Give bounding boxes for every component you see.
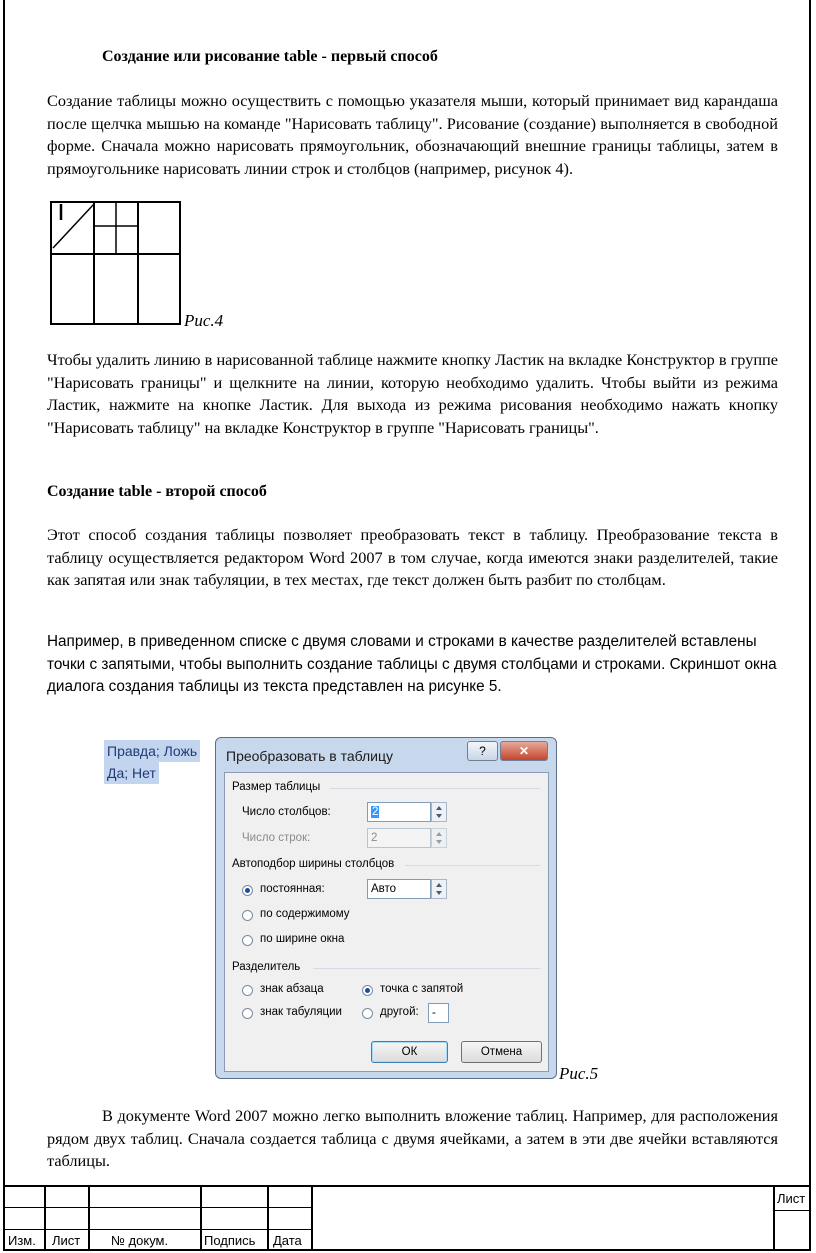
- group-divider: [313, 968, 540, 969]
- stamp-divider: [773, 1187, 775, 1251]
- stamp-row-line: [773, 1210, 809, 1211]
- rows-input: 2: [367, 828, 431, 848]
- group-divider: [405, 865, 540, 866]
- stamp-divider: [200, 1187, 202, 1251]
- fixed-width-radio[interactable]: [242, 885, 253, 896]
- other-label: другой:: [380, 1006, 419, 1018]
- fixed-width-input[interactable]: Авто: [367, 879, 431, 899]
- paragraph-mark-label: знак абзаца: [260, 983, 324, 995]
- dialog-title: Преобразовать в таблицу: [226, 748, 394, 764]
- title-block-stamp: [3, 1185, 811, 1251]
- figure-4-drawn-table: [50, 200, 182, 326]
- other-radio[interactable]: [362, 1008, 373, 1019]
- tab-radio[interactable]: [242, 1008, 253, 1019]
- tab-label: знак табуляции: [260, 1006, 342, 1018]
- autofit-contents-label: по содержимому: [260, 908, 350, 920]
- stamp-date: Дата: [273, 1233, 302, 1248]
- group-autofit-label: Автоподбор ширины столбцов: [232, 858, 395, 870]
- stamp-divider: [267, 1187, 269, 1251]
- paragraph-3: Этот способ создания таблицы позволяет преобразовать текст в таблицу. Преобразование текста в таблицу осуществляется редактором Word 2007 в том случае, когда имеются знаки разделителей, такие как запятая или знак табуляции, в тех местах, где текст должен быть разбит по столбцам.: [47, 525, 778, 589]
- group-separator-label: Разделитель: [232, 961, 301, 973]
- stamp-sheet: Лист: [777, 1191, 806, 1206]
- paragraph-mark-radio[interactable]: [242, 985, 253, 996]
- paragraph-4: Например, в приведенном списке с двумя словами и строками в качестве разделителей вставлены точки с запятыми, чтобы выполнить создание таблицы с двумя столбцами и строками. Скриншот окна диалога создания таблицы из текста представлен на рисунке 5.: [47, 633, 777, 695]
- close-button[interactable]: ✕: [500, 741, 548, 761]
- columns-spinner[interactable]: [431, 802, 447, 822]
- sample-text-line-2: Да; Нет: [104, 762, 159, 784]
- stamp-divider: [88, 1187, 90, 1251]
- group-divider: [330, 788, 540, 789]
- paragraph-5: В документе Word 2007 можно легко выполнить вложение таблиц. Например, для расположения рядом двух таблиц. Сначала создается таблица с двумя ячейками, а затем в эти две ячейки вставляются таблицы.: [47, 1106, 778, 1170]
- autofit-contents-radio[interactable]: [242, 910, 253, 921]
- help-button[interactable]: ?: [467, 741, 498, 761]
- stamp-doc-number: № докум.: [111, 1233, 169, 1248]
- heading-first-method: Создание или рисование table - первый способ: [102, 48, 438, 65]
- convert-to-table-dialog: [215, 737, 557, 1079]
- stamp-list: Лист: [52, 1233, 81, 1248]
- stamp-row-line: [3, 1207, 311, 1208]
- fixed-width-label: постоянная:: [260, 883, 325, 895]
- rows-spinner: [431, 828, 447, 848]
- columns-input[interactable]: 2: [367, 802, 431, 822]
- sample-text-line-1: Правда; Ложь: [104, 740, 200, 762]
- rows-label: Число строк:: [242, 832, 311, 844]
- autofit-window-radio[interactable]: [242, 935, 253, 946]
- figure-5-caption: Рис.5: [559, 1064, 599, 1083]
- stamp-signature: Подпись: [204, 1233, 256, 1248]
- stamp-izm: Изм.: [8, 1233, 36, 1248]
- stamp-divider: [311, 1187, 313, 1251]
- dialog-body: [224, 772, 549, 1072]
- columns-label: Число столбцов:: [242, 806, 331, 818]
- heading-second-method: Создание table - второй способ: [47, 483, 267, 500]
- fixed-width-spinner[interactable]: [431, 879, 447, 899]
- semicolon-label: точка с запятой: [380, 983, 464, 995]
- other-input[interactable]: -: [428, 1003, 449, 1023]
- autofit-window-label: по ширине окна: [260, 933, 345, 945]
- paragraph-1: Создание таблицы можно осуществить с помощью указателя мыши, который принимает вид карандаша после щелчка мышью на команде "Нарисовать таблицу". Рисование (создание) выполняется в свободной форме. Сначала можно нарисовать прямоугольник, обозначающий внешние границы таблицы, затем в прямоугольнике нарисовать линии строк и столбцов (например, рисунок 4).: [47, 91, 778, 178]
- cancel-button[interactable]: Отмена: [461, 1041, 542, 1063]
- stamp-divider: [44, 1187, 46, 1251]
- group-table-size-label: Размер таблицы: [232, 781, 321, 793]
- semicolon-radio[interactable]: [362, 985, 373, 996]
- figure-4-caption: Рис.4: [184, 311, 224, 330]
- paragraph-2: Чтобы удалить линию в нарисованной таблице нажмите кнопку Ластик на вкладке Конструктор в группе "Нарисовать границы" и щелкните на линии, которую необходимо удалить. Чтобы выйти из режима Ластик, нажмите на кнопке Ластик. Для выхода из режима рисования необходимо нажать кнопку "Нарисовать таблицу" на вкладке Конструктор в группе "Нарисовать границы".: [47, 350, 778, 437]
- stamp-row-line: [3, 1229, 311, 1230]
- ok-button[interactable]: ОК: [371, 1041, 448, 1063]
